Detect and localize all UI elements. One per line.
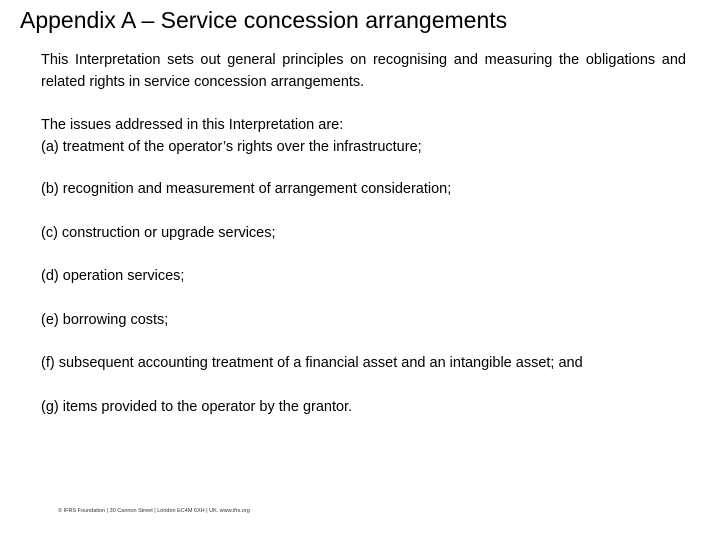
issue-item-d: (d) operation services; (41, 268, 185, 284)
page-title: Appendix A – Service concession arrangements (20, 7, 508, 33)
issue-item-a: (a) treatment of the operator’s rights over the infrastructure; (41, 139, 422, 155)
footer-copyright: © IFRS Foundation | 30 Cannon Street | London EC4M 6XH | UK. www.ifrs.org (58, 508, 250, 514)
issue-item-c: (c) construction or upgrade services; (41, 225, 276, 241)
issue-item-f: (f) subsequent accounting treatment of a financial asset and an intangible asset; and (41, 355, 583, 371)
issue-item-b: (b) recognition and measurement of arrangement consideration; (41, 181, 452, 197)
issue-item-e: (e) borrowing costs; (41, 312, 169, 328)
intro-paragraph: This Interpretation sets out general principles on recognising and measuring the obligations and related rights in service concession arrangements. (41, 52, 686, 90)
issues-heading: The issues addressed in this Interpretation are: (41, 117, 344, 133)
issue-item-g: (g) items provided to the operator by the grantor. (41, 399, 353, 415)
